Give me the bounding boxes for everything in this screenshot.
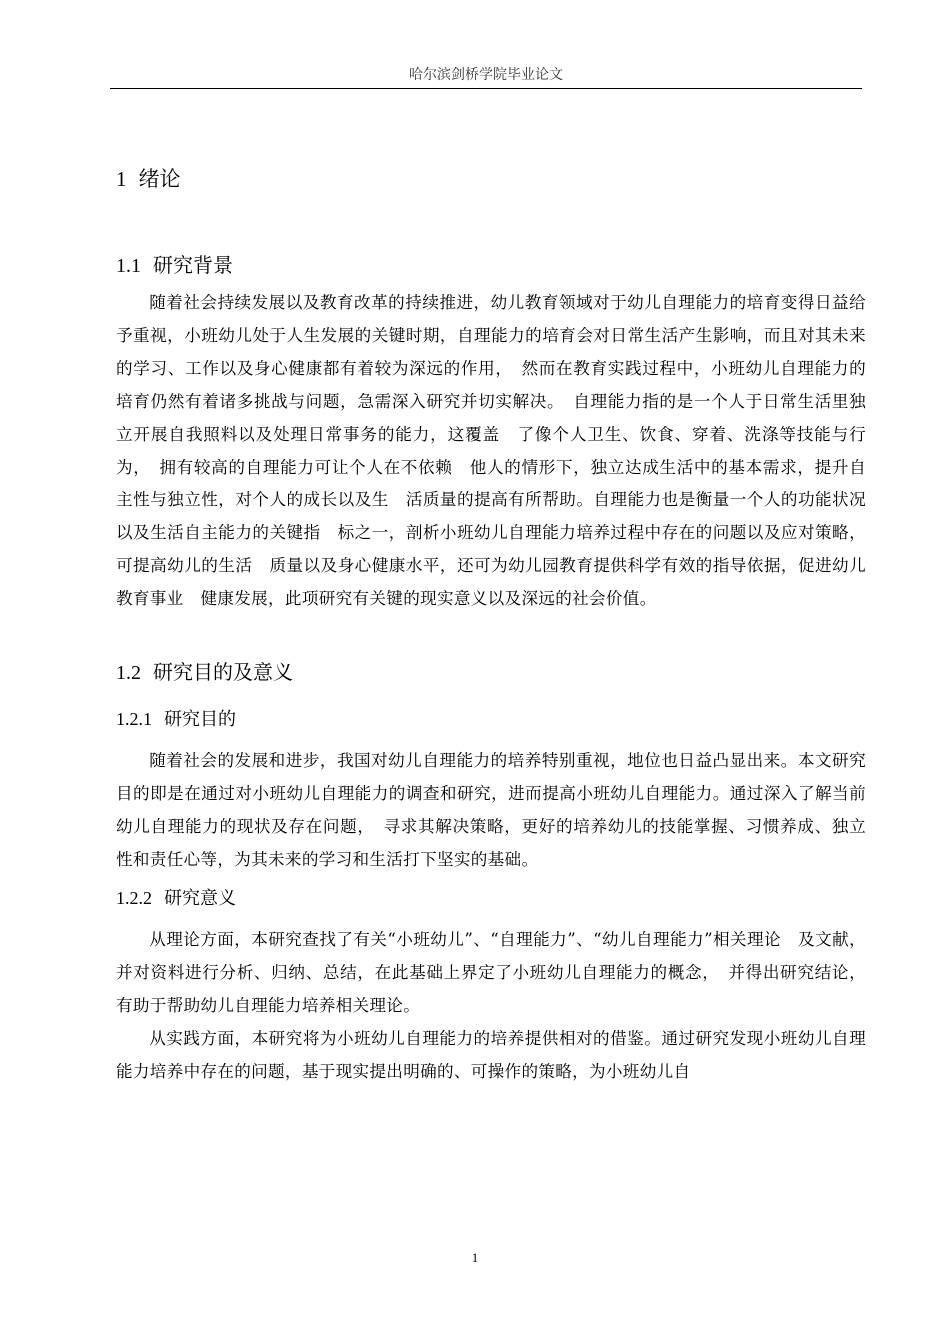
section-title: 研究背景 — [153, 253, 233, 277]
header-divider — [110, 88, 862, 89]
subsection-title: 研究目的 — [164, 709, 236, 730]
section-number: 1.2 — [116, 662, 141, 684]
section-title: 研究目的及意义 — [153, 660, 293, 684]
body-paragraph-practice: 从实践方面，本研究将为小班幼儿自理能力的培养提供相对的借鉴。通过研究发现小班幼儿自理能力培养中存在的问题，基于现实提出明确的、可操作的策略，为小班幼儿自 — [116, 1029, 866, 1081]
chapter-title: 绪论 — [138, 167, 181, 191]
section-number: 1.1 — [116, 255, 141, 277]
body-paragraph-background: 随着社会持续发展以及教育改革的持续推进，幼儿教育领域对于幼儿自理能力的培育变得日益给予重视，小班幼儿处于人生发展的关键时期，自理能力的培育会对日常生活产生影响，而且对其未来的学习、工作以及身心健康都有着较为深远的作用， 然而在教育实践过程中，小班幼儿自理能力的培育仍然有着诸多挑战与问题，急需深入研究并切实解决。 自理能力指的是一个人于日常生活里独立开展自我照料以及处理日常事务的能力，这覆盖 了像个人卫生、饮食、穿着、洗涤等技能与行为， 拥有较高的自理能力可让个人在不依赖 他人的情形下，独立达成生活中的基本需求，提升自主性与独立性，对个人的成长以及生 活质量的提高有所帮助。自理能力也是衡量一个人的功能状况以及生活自主能力的关键指 标之一，剖析小班幼儿自理能力培养过程中存在的问题以及应对策略，可提高幼儿的生活 质量以及身心健康水平，还可为幼儿园教育提供科学有效的指导依据，促进幼儿教育事业 健康发展，此项研究有关键的现实意义以及深远的社会价值。 — [116, 293, 866, 609]
subsection-number: 1.2.2 — [116, 888, 152, 908]
section-heading-purpose-and-significance — [116, 657, 293, 688]
subsection-title: 研究意义 — [164, 888, 236, 909]
page-header: 哈尔滨剑桥学院毕业论文 — [409, 67, 563, 83]
body-paragraph-purpose: 随着社会的发展和进步，我国对幼儿自理能力的培养特别重视，地位也日益凸显出来。本文研究目的即是在通过对小班幼儿自理能力的调查和研究，进而提高小班幼儿自理能力。通过深入了解当前幼儿自理能力的现状及存在问题， 寻求其解决策略，更好的培养幼儿的技能掌握、习惯养成、独立性和责任心等，为其未来的学习和生活打下坚实的基础。 — [116, 751, 866, 869]
section-heading-research-background — [116, 250, 233, 281]
subsection-heading-research-significance — [116, 884, 236, 913]
body-paragraph-theory: 从理论方面，本研究查找了有关“小班幼儿”、“自理能力”、“幼儿自理能力”相关理论 及文献，并对资料进行分析、归纳、总结，在此基础上界定了小班幼儿自理能力的概念， 并得出研究结论，有助于帮助幼儿自理能力培养相关理论。 — [116, 930, 866, 1015]
subsection-heading-research-purpose — [116, 705, 236, 734]
subsection-number: 1.2.1 — [116, 709, 152, 729]
page-number: 1 — [471, 1250, 479, 1265]
chapter-number: 1 — [116, 167, 127, 191]
chapter-heading — [116, 163, 181, 195]
